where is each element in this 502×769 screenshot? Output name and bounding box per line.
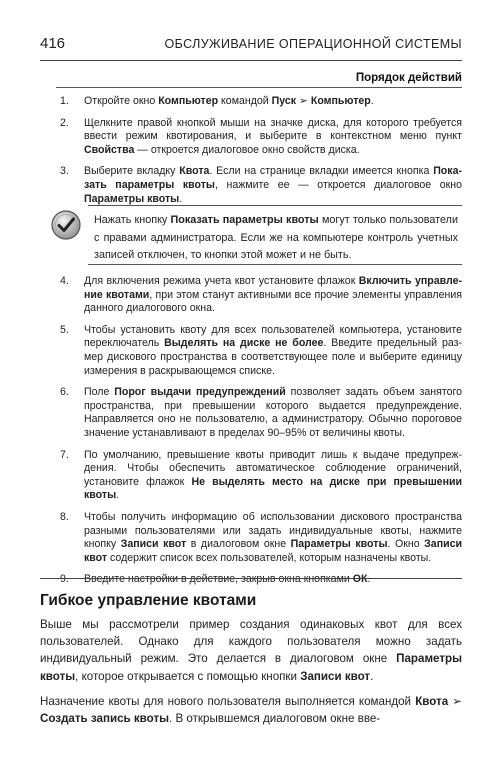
bold-term: Выделять на диске не более [164, 337, 324, 350]
step-item [60, 386, 462, 440]
bold-term: ОК [352, 573, 368, 586]
bold-term: Пуск ➢ Компьютер [271, 95, 371, 107]
step-number: 5. [60, 323, 69, 336]
step-item [60, 573, 462, 587]
procedure-title: Порядок действий [355, 72, 462, 84]
step-number: 4. [60, 275, 69, 287]
step-text: Выберите вкладку Квота. Если на странице вкладки имеется кнопка Показать параметры квоты, нажмите ее — откроется диалоговое окно Параметры квоты. [84, 165, 462, 205]
section-rule [40, 578, 462, 579]
header-rule [40, 60, 462, 61]
bold-term: Порог выдачи предупреждений [114, 386, 286, 399]
note-rule-bottom [88, 264, 462, 265]
step-item [60, 117, 462, 158]
bold-term: Параметры квоты [290, 538, 388, 551]
bold-term: Параметры квоты [40, 652, 462, 683]
bold-term: Включить управление квотами [84, 275, 462, 301]
step-number: 8. [60, 510, 69, 523]
note-rule-top [88, 205, 462, 206]
steps-list-a [60, 95, 462, 214]
step-item [60, 95, 462, 109]
bold-term: Показать параметры квоты [170, 214, 319, 226]
note-box [58, 205, 462, 265]
procedure-rule [56, 87, 462, 88]
bold-term: Параметры квоты [84, 192, 180, 205]
step-number: 3. [60, 165, 69, 178]
step-text: Введите настройки в действие, закрыв окна кнопками ОК. [84, 573, 371, 586]
step-number: 2. [60, 116, 69, 129]
step-item [60, 324, 462, 378]
bold-term: Записи квот [84, 538, 463, 564]
step-number: 7. [60, 448, 69, 461]
checkmark-note-icon [50, 209, 82, 241]
step-number: 1. [60, 95, 69, 107]
step-item [60, 165, 462, 206]
page-header [40, 32, 462, 56]
page-number: 416 [40, 35, 66, 52]
step-number: 6. [60, 386, 69, 399]
bold-term: Записи квот [300, 669, 371, 683]
step-text: Для включения режима учета квот установите флажок Включить управление квотами, при этом станут активными все прочие элементы управления данного диалогового окна. [84, 275, 463, 315]
running-title: ОБСЛУЖИВАНИЕ ОПЕРАЦИОННОЙ СИСТЕМЫ [164, 37, 462, 51]
step-text: Щелкните правой кнопкой мыши на значке диска, для которого требуется ввести режим квотирования, и выберите в контекстном меню пункт Свойства — откроется диалоговое окно свойств диска. [84, 116, 462, 156]
bold-term: Квота ➢ Создать запись квоты [40, 694, 463, 726]
step-item [60, 449, 462, 503]
bold-term: Компьютер [158, 95, 219, 107]
bold-term: Квота [179, 165, 210, 178]
bold-term: Записи квот [120, 538, 187, 551]
step-number: 9. [60, 573, 69, 586]
section-heading: Гибкое управление квотами [40, 592, 257, 609]
step-text: Чтобы получить информацию об использовании дискового пространства разными пользователями или задать индивидуальные квоты, нажмите кнопку Записи квот в диалоговом окне Параметры квоты. Окно Записи квот содержит список всех пользователей, которым назначены квоты. [84, 510, 463, 564]
bold-term: Показать параметры квоты [84, 165, 462, 191]
paragraph: Выше мы рассмотрели пример создания одинаковых квот для всех пользователей. Однако для каждого пользователя можно задать индивидуальный режим. Это делается в диалоговом окне Параметры квоты, которое открывается с помощью кнопки Записи квот. [40, 618, 462, 683]
step-text: По умолчанию, превышение квоты приводит лишь к выдаче предупреждения. Чтобы обеспечить автоматическое соблюдение ограничений, установите флажок Не выделять место на диске при превышении квоты. [84, 448, 462, 502]
step-text: Откройте окно Компьютер командой Пуск ➢ Компьютер. [84, 95, 374, 107]
step-text: Поле Порог выдачи предупреждений позволяет задать объем занятого пространства, при превышении которого выдается предупреждение. Направляется оно не пользователю, а администратору. Обычно пороговое значение устанавливают в пределах 90–95% от величины квоты. [84, 386, 462, 439]
body-text [40, 616, 462, 735]
bold-term: Не выделять место на диске при превышении квоты [84, 475, 462, 502]
step-item [60, 275, 462, 316]
steps-list-b [60, 275, 462, 595]
step-item [60, 511, 462, 565]
step-text: Чтобы установить квоту для всех пользователей компьютера, установите переключатель Выделять на диске не более. Введите предельный размер дискового пространства в соответствующее поле и выберите единицу измерения в раскрывающемся списке. [84, 323, 462, 377]
note-text: Нажать кнопку Показать параметры квоты могут только пользователи с правами администратора. Если же на компьютере контроль учетных записей отключен, то кнопки этой может и не быть. [94, 214, 458, 261]
bold-term: Свойства [84, 143, 135, 156]
paragraph: Назначение квоты для нового пользователя выполняется командой Квота ➢ Создать запись квоты. В открывшемся диалоговом окне вве- [40, 694, 463, 726]
